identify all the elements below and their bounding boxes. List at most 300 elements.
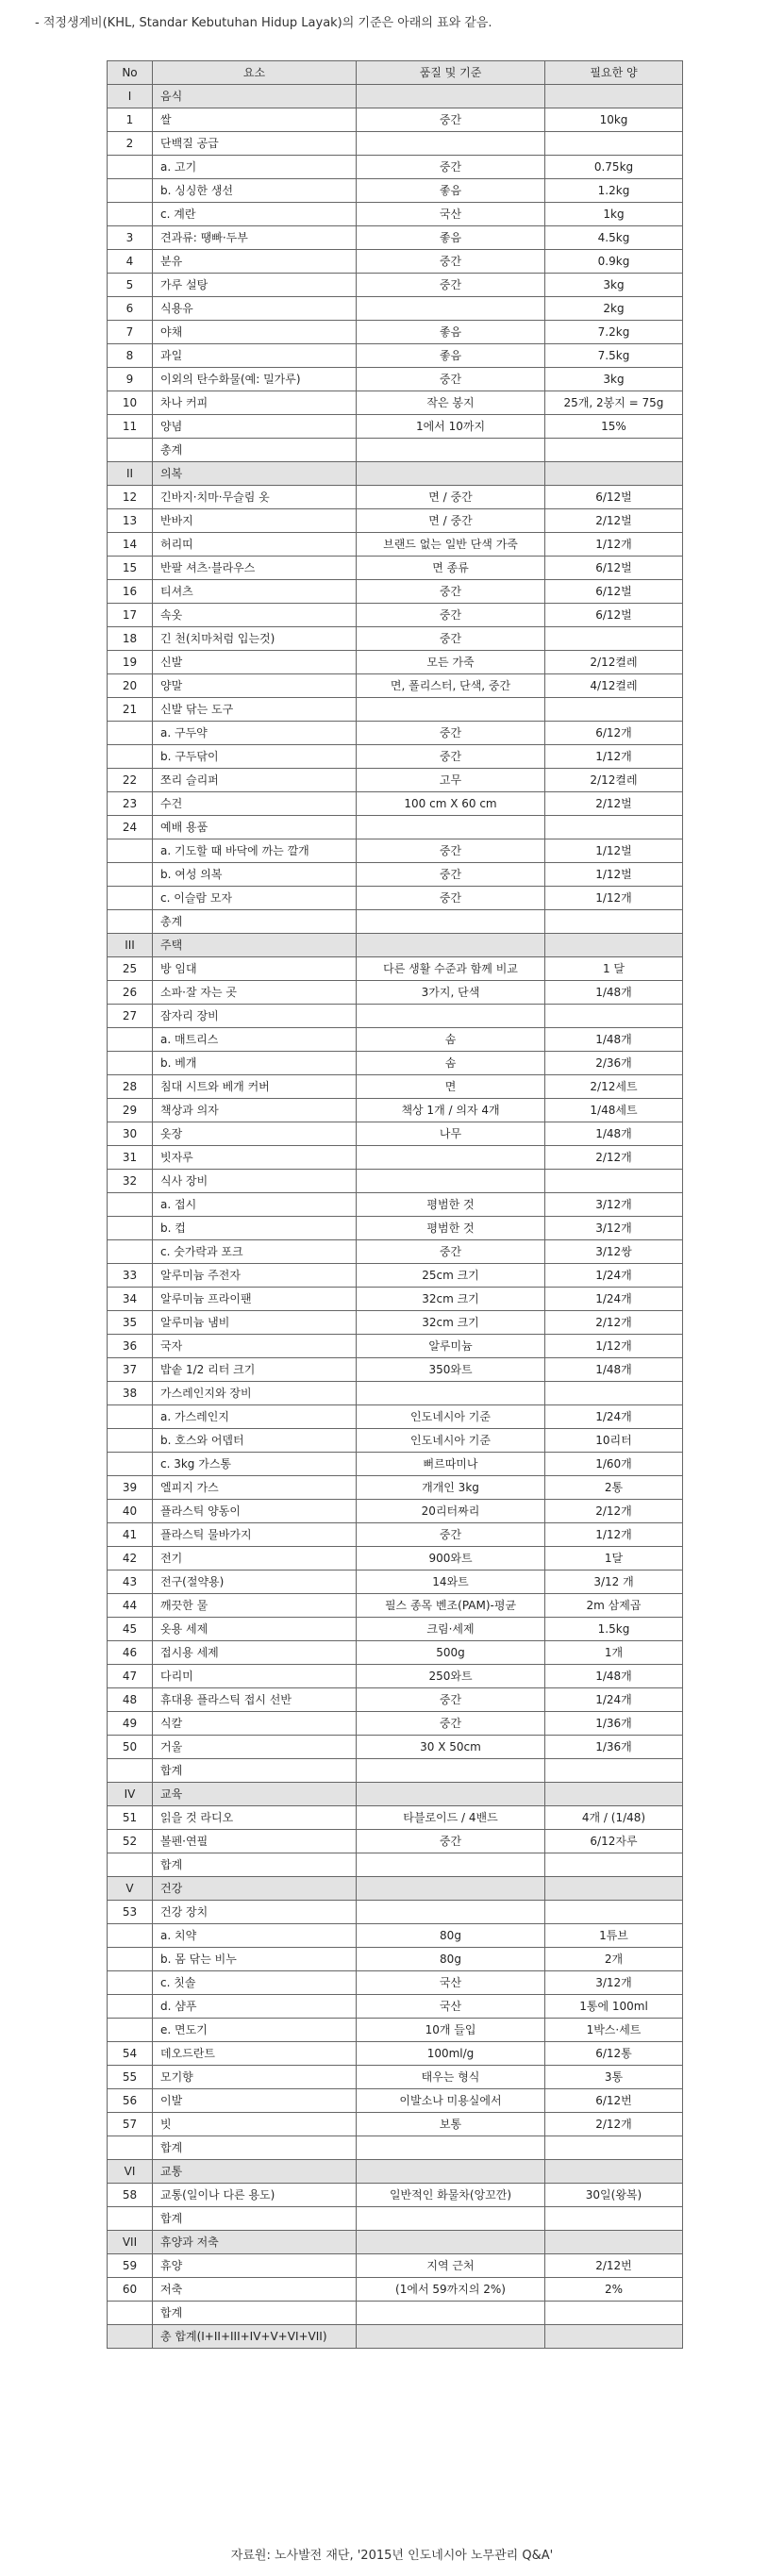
table-row xyxy=(108,1453,683,1476)
table-row xyxy=(108,108,683,132)
cell-amount: 1/48세트 xyxy=(545,1099,683,1122)
cell-quality: 인도네시아 기준 xyxy=(357,1429,545,1453)
cell-element: 양념 xyxy=(153,415,357,439)
table-row xyxy=(108,792,683,816)
cell-quality xyxy=(357,1877,545,1901)
table-row xyxy=(108,1335,683,1358)
cell-element: 옷장 xyxy=(153,1122,357,1146)
cell-amount: 1/12벌 xyxy=(545,863,683,887)
cell-quality: 면, 폴리스터, 단색, 중간 xyxy=(357,674,545,698)
cell-quality xyxy=(357,2231,545,2254)
table-row xyxy=(108,486,683,509)
header-amount: 필요한 양 xyxy=(545,61,683,85)
cell-element: 잠자리 장비 xyxy=(153,1005,357,1028)
cell-no: 36 xyxy=(108,1335,153,1358)
table-row xyxy=(108,1405,683,1429)
cell-quality: 350와트 xyxy=(357,1358,545,1382)
cell-amount xyxy=(545,1853,683,1877)
cell-no: 12 xyxy=(108,486,153,509)
cell-amount: 3kg xyxy=(545,274,683,297)
cell-quality: 국산 xyxy=(357,1971,545,1995)
table-row xyxy=(108,1193,683,1217)
cell-no: III xyxy=(108,934,153,957)
cell-no: 60 xyxy=(108,2278,153,2302)
cell-element: a. 기도할 때 바닥에 까는 깔개 xyxy=(153,839,357,863)
cell-no xyxy=(108,156,153,179)
cell-amount: 1/12개 xyxy=(545,745,683,769)
cell-element: 데오드란트 xyxy=(153,2042,357,2066)
cell-amount: 2/36개 xyxy=(545,1052,683,1075)
cell-no xyxy=(108,1759,153,1783)
cell-quality: 고무 xyxy=(357,769,545,792)
cell-amount: 7.2kg xyxy=(545,321,683,344)
cell-quality: 인도네시아 기준 xyxy=(357,1405,545,1429)
table-row xyxy=(108,368,683,391)
cell-amount: 3/12 개 xyxy=(545,1571,683,1594)
cell-quality: 지역 근처 xyxy=(357,2254,545,2278)
cell-no: 46 xyxy=(108,1641,153,1665)
table-row xyxy=(108,1028,683,1052)
cell-quality: 중간 xyxy=(357,887,545,910)
cell-element: 책상과 의자 xyxy=(153,1099,357,1122)
table-row xyxy=(108,2089,683,2113)
cell-amount: 1/12개 xyxy=(545,887,683,910)
cell-no xyxy=(108,1240,153,1264)
cell-amount: 1/60개 xyxy=(545,1453,683,1476)
khl-table xyxy=(107,60,683,2349)
cell-quality xyxy=(357,698,545,722)
cell-quality xyxy=(357,1005,545,1028)
cell-no: 10 xyxy=(108,391,153,415)
cell-no: 45 xyxy=(108,1618,153,1641)
cell-quality xyxy=(357,2207,545,2231)
cell-quality: 20리터짜리 xyxy=(357,1500,545,1523)
table-row xyxy=(108,1500,683,1523)
table-row xyxy=(108,132,683,156)
cell-no: 14 xyxy=(108,533,153,557)
table-row xyxy=(108,226,683,250)
table-row xyxy=(108,274,683,297)
table-row xyxy=(108,745,683,769)
cell-no xyxy=(108,1853,153,1877)
cell-no xyxy=(108,745,153,769)
cell-amount: 2/12개 xyxy=(545,2113,683,2136)
cell-amount: 1개 xyxy=(545,1641,683,1665)
cell-element: 빗 xyxy=(153,2113,357,2136)
cell-amount: 7.5kg xyxy=(545,344,683,368)
cell-quality xyxy=(357,2325,545,2349)
table-row xyxy=(108,1571,683,1594)
table-row xyxy=(108,1099,683,1122)
cell-amount: 2/12개 xyxy=(545,1500,683,1523)
cell-quality xyxy=(357,2160,545,2184)
cell-element: 알루미늄 냄비 xyxy=(153,1311,357,1335)
cell-no xyxy=(108,1995,153,2019)
cell-quality: 중간 xyxy=(357,863,545,887)
cell-quality: 책상 1개 / 의자 4개 xyxy=(357,1099,545,1122)
cell-element: 거울 xyxy=(153,1736,357,1759)
cell-element: 방 임대 xyxy=(153,957,357,981)
cell-no: 59 xyxy=(108,2254,153,2278)
cell-no: 49 xyxy=(108,1712,153,1736)
cell-quality xyxy=(357,132,545,156)
cell-element: 휴양 xyxy=(153,2254,357,2278)
cell-no: 58 xyxy=(108,2184,153,2207)
table-row xyxy=(108,1429,683,1453)
table-row xyxy=(108,1547,683,1571)
cell-amount: 2/12벌 xyxy=(545,792,683,816)
cell-quality: 좋음 xyxy=(357,344,545,368)
cell-element: 식사 장비 xyxy=(153,1170,357,1193)
table-row xyxy=(108,415,683,439)
table-row xyxy=(108,839,683,863)
cell-quality: 500g xyxy=(357,1641,545,1665)
table-row xyxy=(108,1217,683,1240)
table-row xyxy=(108,1264,683,1288)
cell-quality: 250와트 xyxy=(357,1665,545,1688)
cell-no: 54 xyxy=(108,2042,153,2066)
cell-element: 접시용 세제 xyxy=(153,1641,357,1665)
cell-no: 5 xyxy=(108,274,153,297)
table-row xyxy=(108,1052,683,1075)
cell-element: 신발 xyxy=(153,651,357,674)
table-row xyxy=(108,651,683,674)
cell-quality xyxy=(357,2302,545,2325)
cell-amount: 3통 xyxy=(545,2066,683,2089)
cell-quality: 면 xyxy=(357,1075,545,1099)
cell-quality: 중간 xyxy=(357,580,545,604)
cell-quality: 중간 xyxy=(357,250,545,274)
cell-element: 전구(절약용) xyxy=(153,1571,357,1594)
cell-element: 쌀 xyxy=(153,108,357,132)
cell-no xyxy=(108,1971,153,1995)
table-row xyxy=(108,887,683,910)
cell-no xyxy=(108,722,153,745)
cell-quality xyxy=(357,1783,545,1806)
cell-quality: 개개인 3kg xyxy=(357,1476,545,1500)
cell-amount: 1달 xyxy=(545,1547,683,1571)
cell-quality: 중간 xyxy=(357,627,545,651)
table-row xyxy=(108,816,683,839)
cell-amount: 1/48개 xyxy=(545,1665,683,1688)
cell-element: 쪼리 슬리퍼 xyxy=(153,769,357,792)
cell-quality: 중간 xyxy=(357,1240,545,1264)
table-row xyxy=(108,981,683,1005)
table-row xyxy=(108,2207,683,2231)
cell-amount: 1/24개 xyxy=(545,1688,683,1712)
cell-amount: 2개 xyxy=(545,1948,683,1971)
table-section-row xyxy=(108,85,683,108)
cell-amount: 2/12세트 xyxy=(545,1075,683,1099)
source-note: 자료원: 노사발전 재단, '2015년 인도네시아 노무관리 Q&A' xyxy=(230,2549,554,2563)
cell-no: 50 xyxy=(108,1736,153,1759)
table-row xyxy=(108,722,683,745)
cell-quality: (1에서 59까지의 2%) xyxy=(357,2278,545,2302)
table-row xyxy=(108,179,683,203)
cell-element: 주택 xyxy=(153,934,357,957)
cell-amount: 1/12벌 xyxy=(545,839,683,863)
cell-quality: 면 종류 xyxy=(357,557,545,580)
cell-quality: 이발소나 미용실에서 xyxy=(357,2089,545,2113)
cell-amount: 2/12개 xyxy=(545,1311,683,1335)
cell-quality xyxy=(357,297,545,321)
table-row xyxy=(108,604,683,627)
cell-amount: 1 달 xyxy=(545,957,683,981)
cell-element: 전기 xyxy=(153,1547,357,1571)
cell-amount: 1/24개 xyxy=(545,1288,683,1311)
cell-element: 플라스틱 물바가지 xyxy=(153,1523,357,1547)
cell-quality: 중간 xyxy=(357,1688,545,1712)
cell-element: 알루미늄 주전자 xyxy=(153,1264,357,1288)
cell-quality xyxy=(357,1170,545,1193)
cell-amount: 2/12벌 xyxy=(545,509,683,533)
cell-amount: 30일(왕복) xyxy=(545,2184,683,2207)
table-section-row xyxy=(108,934,683,957)
table-row xyxy=(108,533,683,557)
cell-amount: 6/12자루 xyxy=(545,1830,683,1853)
cell-no: 8 xyxy=(108,344,153,368)
cell-amount: 1/48개 xyxy=(545,1358,683,1382)
cell-quality: 좋음 xyxy=(357,179,545,203)
cell-amount xyxy=(545,1170,683,1193)
cell-quality xyxy=(357,2136,545,2160)
cell-element: 합계 xyxy=(153,2207,357,2231)
cell-quality: 크림·세제 xyxy=(357,1618,545,1641)
cell-element: 합계 xyxy=(153,2136,357,2160)
cell-amount xyxy=(545,1759,683,1783)
cell-no: 13 xyxy=(108,509,153,533)
cell-no xyxy=(108,910,153,934)
cell-element: 예배 용품 xyxy=(153,816,357,839)
table-row xyxy=(108,1736,683,1759)
cell-element: 이외의 탄수화물(예: 밀가루) xyxy=(153,368,357,391)
cell-element: d. 샴푸 xyxy=(153,1995,357,2019)
cell-quality: 태우는 형식 xyxy=(357,2066,545,2089)
cell-element: 플라스틱 양동이 xyxy=(153,1500,357,1523)
table-row xyxy=(108,1806,683,1830)
cell-amount: 1/24개 xyxy=(545,1405,683,1429)
intro-text: - 적정생계비(KHL, Standar Kebutuhan Hidup Layak)의 기준은 아래의 표와 같음. xyxy=(35,16,492,30)
cell-amount xyxy=(545,2207,683,2231)
cell-element: 휴대용 플라스틱 접시 선반 xyxy=(153,1688,357,1712)
cell-element: c. 계란 xyxy=(153,203,357,226)
cell-element: 모기향 xyxy=(153,2066,357,2089)
cell-element: 밥솥 1/2 리터 크기 xyxy=(153,1358,357,1382)
cell-element: 이발 xyxy=(153,2089,357,2113)
cell-quality: 중간 xyxy=(357,1830,545,1853)
cell-quality: 좋음 xyxy=(357,226,545,250)
cell-amount: 1/36개 xyxy=(545,1736,683,1759)
cell-amount: 2m 삼제곱 xyxy=(545,1594,683,1618)
cell-no: 25 xyxy=(108,957,153,981)
cell-no: 41 xyxy=(108,1523,153,1547)
cell-amount xyxy=(545,698,683,722)
cell-no: VI xyxy=(108,2160,153,2184)
cell-element: b. 컵 xyxy=(153,1217,357,1240)
cell-element: c. 숫가락과 포크 xyxy=(153,1240,357,1264)
cell-no xyxy=(108,1948,153,1971)
cell-quality: 3가지, 단색 xyxy=(357,981,545,1005)
cell-no: 18 xyxy=(108,627,153,651)
table-row xyxy=(108,2042,683,2066)
cell-element: 허리띠 xyxy=(153,533,357,557)
cell-amount: 1/48개 xyxy=(545,1122,683,1146)
table-row xyxy=(108,1901,683,1924)
cell-quality xyxy=(357,462,545,486)
cell-quality: 면 / 중간 xyxy=(357,486,545,509)
cell-no: 53 xyxy=(108,1901,153,1924)
cell-element: 볼펜·연필 xyxy=(153,1830,357,1853)
table-row xyxy=(108,1122,683,1146)
cell-quality: 작은 봉지 xyxy=(357,391,545,415)
table-header-row xyxy=(108,61,683,85)
table-row xyxy=(108,297,683,321)
cell-element: 읽을 것 라디오 xyxy=(153,1806,357,1830)
table-row xyxy=(108,1618,683,1641)
table-row xyxy=(108,1641,683,1665)
table-row xyxy=(108,580,683,604)
cell-element: 국자 xyxy=(153,1335,357,1358)
cell-element: 반바지 xyxy=(153,509,357,533)
cell-no xyxy=(108,2019,153,2042)
cell-element: 신발 닦는 도구 xyxy=(153,698,357,722)
cell-amount xyxy=(545,2302,683,2325)
cell-quality xyxy=(357,910,545,934)
cell-quality: 32cm 크기 xyxy=(357,1288,545,1311)
cell-no: 15 xyxy=(108,557,153,580)
table-row xyxy=(108,2278,683,2302)
cell-element: b. 베개 xyxy=(153,1052,357,1075)
cell-amount: 1튜브 xyxy=(545,1924,683,1948)
cell-element: 건강 xyxy=(153,1877,357,1901)
cell-amount xyxy=(545,2160,683,2184)
cell-amount: 2% xyxy=(545,2278,683,2302)
cell-amount xyxy=(545,132,683,156)
table-section-row xyxy=(108,2160,683,2184)
cell-quality xyxy=(357,1382,545,1405)
cell-element: 긴 천(치마처럼 입는것) xyxy=(153,627,357,651)
cell-amount: 1/12개 xyxy=(545,1335,683,1358)
cell-quality: 중간 xyxy=(357,604,545,627)
cell-element: 총계 xyxy=(153,910,357,934)
cell-amount xyxy=(545,1382,683,1405)
cell-no: 22 xyxy=(108,769,153,792)
table-section-row xyxy=(108,1783,683,1806)
cell-amount xyxy=(545,2136,683,2160)
cell-quality: 80g xyxy=(357,1924,545,1948)
cell-element: a. 접시 xyxy=(153,1193,357,1217)
cell-no: 3 xyxy=(108,226,153,250)
cell-no xyxy=(108,839,153,863)
cell-element: 반팔 셔츠·블라우스 xyxy=(153,557,357,580)
cell-quality: 평범한 것 xyxy=(357,1193,545,1217)
cell-quality xyxy=(357,1853,545,1877)
header-element: 요소 xyxy=(153,61,357,85)
cell-element: b. 몸 닦는 비누 xyxy=(153,1948,357,1971)
cell-quality: 필스 종목 벤조(PAM)-평균 xyxy=(357,1594,545,1618)
cell-element: 저축 xyxy=(153,2278,357,2302)
cell-amount: 3/12개 xyxy=(545,1971,683,1995)
cell-no: II xyxy=(108,462,153,486)
cell-quality: 중간 xyxy=(357,368,545,391)
cell-no: 56 xyxy=(108,2089,153,2113)
cell-element: 총 합계(I+II+III+IV+V+VI+VII) xyxy=(153,2325,357,2349)
cell-quality: 면 / 중간 xyxy=(357,509,545,533)
cell-amount: 6/12개 xyxy=(545,722,683,745)
cell-no: 40 xyxy=(108,1500,153,1523)
cell-no: 35 xyxy=(108,1311,153,1335)
table-row xyxy=(108,1665,683,1688)
cell-element: 교육 xyxy=(153,1783,357,1806)
table-row xyxy=(108,1170,683,1193)
header-no: No xyxy=(108,61,153,85)
table-row xyxy=(108,344,683,368)
cell-element: 합계 xyxy=(153,1759,357,1783)
cell-quality: 좋음 xyxy=(357,321,545,344)
cell-element: 긴바지·치마·무슬림 옷 xyxy=(153,486,357,509)
cell-element: 가루 설탕 xyxy=(153,274,357,297)
table-row xyxy=(108,1830,683,1853)
cell-no: 4 xyxy=(108,250,153,274)
table-row xyxy=(108,1759,683,1783)
cell-quality: 알루미늄 xyxy=(357,1335,545,1358)
cell-amount: 4.5kg xyxy=(545,226,683,250)
cell-amount: 1.2kg xyxy=(545,179,683,203)
cell-no: 51 xyxy=(108,1806,153,1830)
table-row xyxy=(108,250,683,274)
cell-element: b. 여성 의복 xyxy=(153,863,357,887)
cell-element: e. 면도기 xyxy=(153,2019,357,2042)
cell-amount: 1/24개 xyxy=(545,1264,683,1288)
cell-no: 6 xyxy=(108,297,153,321)
cell-amount: 2/12켤레 xyxy=(545,769,683,792)
cell-quality xyxy=(357,1146,545,1170)
cell-no: 17 xyxy=(108,604,153,627)
cell-element: 음식 xyxy=(153,85,357,108)
table-row xyxy=(108,1288,683,1311)
cell-quality: 14와트 xyxy=(357,1571,545,1594)
cell-no xyxy=(108,863,153,887)
cell-quality: 10개 들입 xyxy=(357,2019,545,2042)
cell-no: 38 xyxy=(108,1382,153,1405)
cell-amount: 3/12개 xyxy=(545,1193,683,1217)
cell-element: 옷용 세제 xyxy=(153,1618,357,1641)
cell-amount xyxy=(545,910,683,934)
table-row xyxy=(108,1995,683,2019)
cell-no: VII xyxy=(108,2231,153,2254)
cell-no: V xyxy=(108,1877,153,1901)
cell-amount: 4/12켤레 xyxy=(545,674,683,698)
table-row xyxy=(108,1948,683,1971)
cell-no: 34 xyxy=(108,1288,153,1311)
cell-amount: 1/48개 xyxy=(545,1028,683,1052)
cell-no: 16 xyxy=(108,580,153,604)
cell-no xyxy=(108,1052,153,1075)
cell-no: 19 xyxy=(108,651,153,674)
cell-quality: 1에서 10까지 xyxy=(357,415,545,439)
cell-no: 32 xyxy=(108,1170,153,1193)
cell-no xyxy=(108,1217,153,1240)
cell-no: 28 xyxy=(108,1075,153,1099)
cell-no xyxy=(108,439,153,462)
cell-amount: 6/12통 xyxy=(545,2042,683,2066)
cell-quality: 900와트 xyxy=(357,1547,545,1571)
cell-amount: 0.9kg xyxy=(545,250,683,274)
table-row xyxy=(108,769,683,792)
cell-amount: 4개 / (1/48) xyxy=(545,1806,683,1830)
table-row xyxy=(108,2254,683,2278)
table-row xyxy=(108,1075,683,1099)
